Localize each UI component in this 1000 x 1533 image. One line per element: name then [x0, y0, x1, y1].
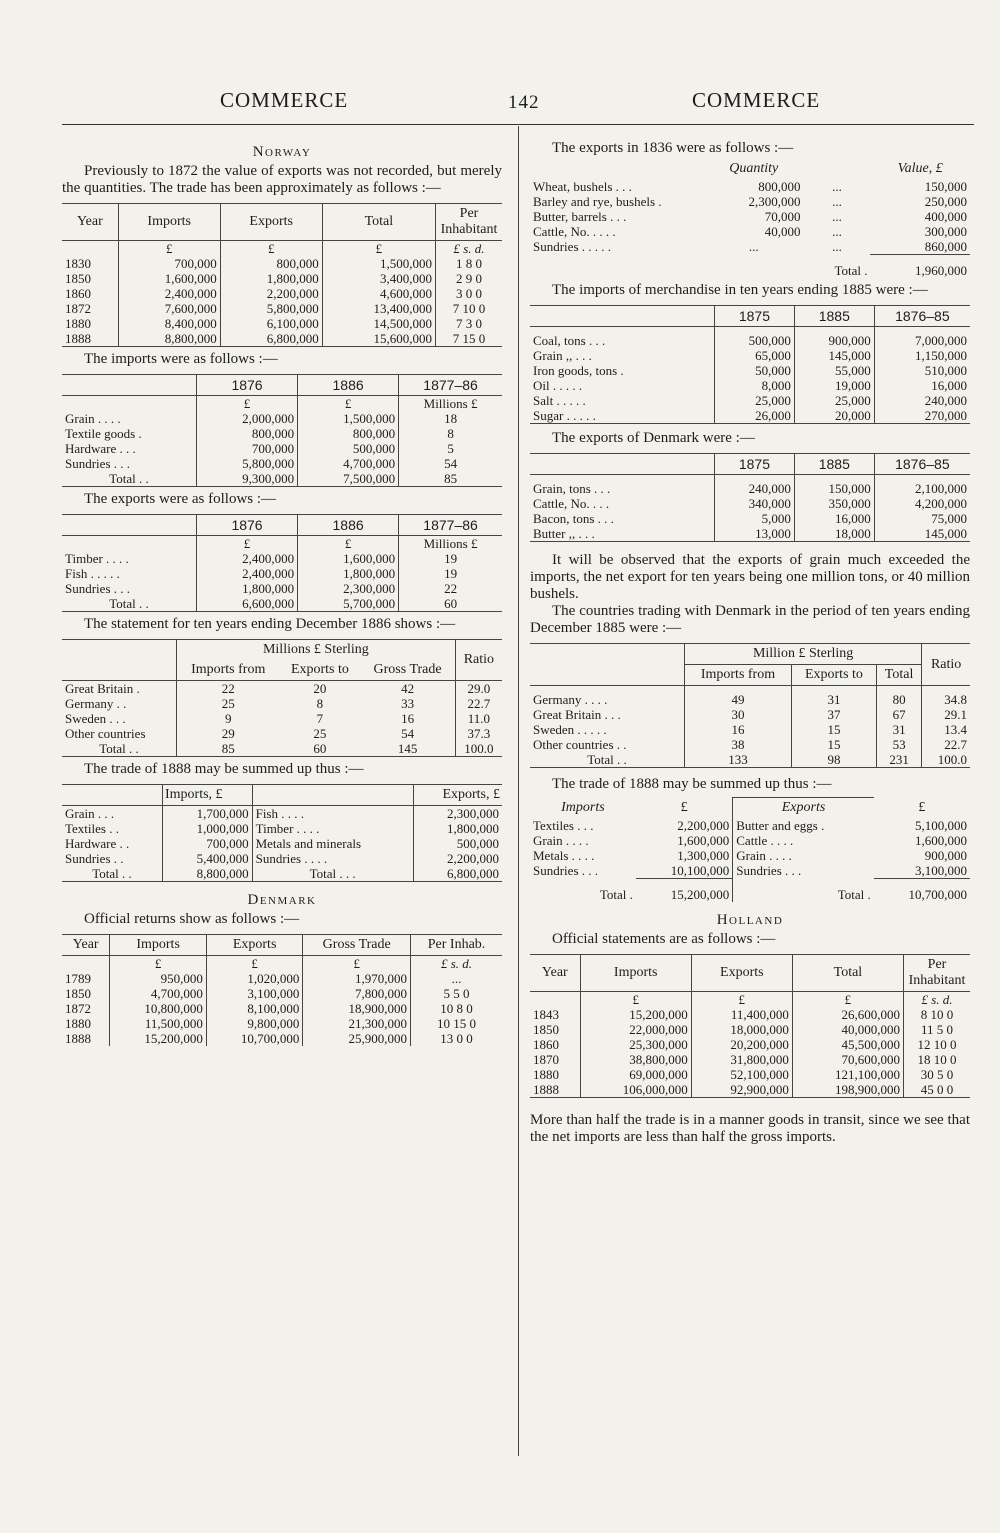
- table-row: Salt . . . . . 25,000 25,000 240,000: [530, 393, 970, 408]
- table-row: 1880 11,500,000 9,800,000 21,300,000 10 15 0: [62, 1016, 502, 1031]
- exports-1836-table: Quantity Value, £ Wheat, bushels . . . 800,000 ... 150,000 Barley and rye, bushels . 2,300,000 ... 250,000 Butter, barrels . . . 70,000 ... 400,000 Cattle, No. . . . . 40,000 ... 300,000 Sundries . . . . . ... ... 860,000 Total . 1,960,000: [530, 159, 970, 278]
- holland-heading: Holland: [716, 912, 784, 928]
- col-header: Total: [322, 204, 435, 241]
- norway-exports-table: 1876 1886 1877–86 £ £ Millions £ Timber . . . . 2,400,000 1,600,000 19 Fish . . . . . 2,400,000 1,800,000 19 Sundries . . . 1,800,000 2,300,000 22 Total . . 6,600,000 5,700,000 60: [62, 514, 502, 612]
- running-head-right: COMMERCE: [692, 88, 821, 112]
- denmark-trade-table: Year Imports Exports Gross Trade Per Inhab. £ £ £ £ s. d. 1789 950,000 1,020,000 1,970,000 ... 1850 4,700,000 3,100,000 7,800,000 5 5 0 1872 10,800,000 8,100,000 18,900,000 10 8 0 1880 11,500,000 9,800,000 21,300,000 10 15 0 1888 15,200,000 10,700,000 25,900,000 13 0 0: [62, 934, 502, 1046]
- table-row: Cattle, No. . . . 340,000 350,000 4,200,000: [530, 496, 970, 511]
- table-row: Butter, barrels . . . 70,000 ... 400,000: [533, 209, 967, 224]
- table-row: 1843 15,200,000 11,400,000 26,600,000 8 10 0: [530, 1007, 970, 1022]
- norway-trade-table: [62, 203, 502, 347]
- unit-label: £: [322, 241, 435, 257]
- table-row: Iron goods, tons . 50,000 55,000 510,000: [530, 363, 970, 378]
- denmark-intro: Official returns show as follows :—: [84, 911, 300, 927]
- trade-1888-intro-right: The trade of 1888 may be summed up thus :—: [552, 776, 832, 792]
- table-row: Oil . . . . . 8,000 19,000 16,000: [530, 378, 970, 393]
- table-row: Sweden . . . 9 7 16 11.0: [62, 711, 502, 726]
- denmark-1888-table: Imports £ Exports £ Textiles . . . 2,200,000 Butter and eggs . 5,100,000 Grain . . . . 1,600,000 Cattle . . . . 1,600,000 Metals . . . . 1,300,000 Grain . . . . 900,000 Sundries . . . 10,100,000 Sundries . . . 3,100,000 Total . 15,200,000 Total . 10,700,000: [530, 797, 970, 902]
- table-row: Other countries 29 25 54 37.3: [62, 726, 502, 741]
- total-row: Total . 1,960,000: [834, 262, 967, 278]
- col-header: Imports: [118, 204, 220, 241]
- table-row: Sundries . . . 1,800,000 2,300,000 22: [62, 581, 502, 596]
- total-row: Total . . 9,300,000 7,500,000 85: [62, 471, 502, 487]
- holland-closing: More than half the trade is in a manner goods in transit, since we see that the net imports are less than half the gross imports.: [530, 1112, 970, 1145]
- table-row: Sundries . . . . . ... ... 860,000: [530, 239, 970, 255]
- total-row: Total . . 133 98 231 100.0: [530, 752, 970, 768]
- table-row: Sundries . . . 5,800,000 4,700,000 54: [62, 456, 502, 471]
- col-header: Exports: [220, 204, 322, 241]
- table-row: Sugar . . . . . 26,000 20,000 270,000: [530, 408, 970, 424]
- total-row: Total . . 6,600,000 5,700,000 60: [62, 596, 502, 612]
- denmark-heading: Denmark: [247, 892, 317, 908]
- table-row: Textiles . . 1,000,000 Timber . . . . 1,800,000: [62, 821, 502, 836]
- table-row: 1870 38,800,000 31,800,000 70,600,000 18 10 0: [530, 1052, 970, 1067]
- table-row: Fish . . . . . 2,400,000 1,800,000 19: [62, 566, 502, 581]
- page-number: 142: [508, 92, 540, 113]
- table-row: 1850 4,700,000 3,100,000 7,800,000 5 5 0: [62, 986, 502, 1001]
- denmark-countries-table: Million £ Sterling Ratio Imports from Exports to Total Germany . . . . 49 31 80 34.8 Great Britain . . . 30 37 67 29.1 Sweden . . . . . 16 15 31 13.4 Other countries . . 38 15 53 22.7 Total . . 133 98 231 100.0: [530, 643, 970, 768]
- table-row: Textile goods . 800,000 800,000 8: [62, 426, 502, 441]
- exports-denmark-intro: The exports of Denmark were :—: [552, 430, 755, 446]
- right-column: [530, 140, 970, 1146]
- countries-intro: The countries trading with Denmark in the period of ten years ending December 1885 were :—: [530, 603, 970, 636]
- norway-intro: Previously to 1872 the value of exports was not recorded, but merely the quantities. The trade has been approximately as follows :—: [62, 163, 502, 196]
- table-row: 1860 2,400,000 2,200,000 4,600,000 3 0 0: [62, 286, 502, 301]
- table-row: Coal, tons . . . 500,000 900,000 7,000,000: [530, 333, 970, 348]
- total-row: Total . . 8,800,000 Total . . . 6,800,000: [62, 866, 502, 882]
- unit-label: £: [220, 241, 322, 257]
- unit-label: £: [118, 241, 220, 257]
- trade-1888-intro: The trade of 1888 may be summed up thus :—: [84, 761, 364, 777]
- imports-1885-intro: The imports of merchandise in ten years ending 1885 were :—: [552, 282, 928, 298]
- table-row: 1880 69,000,000 52,100,000 121,100,000 30 5 0: [530, 1067, 970, 1082]
- observation-paragraph: It will be observed that the exports of grain much exceeded the imports, the net export for ten years being one million tons, or 40 million bushels.: [530, 552, 970, 602]
- table-row: 1888 8,800,000 6,800,000 15,600,000 7 15 0: [62, 331, 502, 347]
- column-divider: [518, 126, 519, 1456]
- table-row: Metals . . . . 1,300,000 Grain . . . . 900,000: [533, 848, 967, 863]
- running-head-left: COMMERCE: [220, 88, 349, 112]
- table-row: Butter ,, . . . 13,000 18,000 145,000: [530, 526, 970, 542]
- table-row: 1850 22,000,000 18,000,000 40,000,000 11 5 0: [530, 1022, 970, 1037]
- table-row: 1872 7,600,000 5,800,000 13,400,000 7 10 0: [62, 301, 502, 316]
- norway-1888-table: Imports, £ Exports, £ Grain . . . 1,700,000 Fish . . . . 2,300,000 Textiles . . 1,000,000 Timber . . . . 1,800,000 Hardware . . 700,000 Metals and minerals 500,000 Sundries . . 5,400,000 Sundries . . . . 2,200,000 Total . . 8,800,000 Total . . . 6,800,000: [62, 784, 502, 882]
- table-row: Textiles . . . 2,200,000 Butter and eggs . 5,100,000: [533, 818, 967, 833]
- table-row: 1872 10,800,000 8,100,000 18,900,000 10 8 0: [62, 1001, 502, 1016]
- table-row: Grain ,, . . . 65,000 145,000 1,150,000: [530, 348, 970, 363]
- norway-heading: Norway: [252, 144, 312, 160]
- col-header: Year: [62, 204, 118, 241]
- left-column: [62, 140, 502, 1050]
- table-row: Grain, tons . . . 240,000 150,000 2,100,000: [530, 481, 970, 496]
- holland-trade-table: Year Imports Exports Total Per Inhabitant £ £ £ £ s. d. 1843 15,200,000 11,400,000 26,600,000 8 10 0 1850 22,000,000 18,000,000 40,000,000 11 5 0 1860 25,300,000 20,200,000 45,500,000 12 10 0 1870 38,800,000 31,800,000 70,600,000 18 10 0 1880 69,000,000 52,100,000 121,100,000 30 5 0 1888 106,000,000 92,900,000 198,900,000 45 0 0: [530, 954, 970, 1098]
- norway-imports-table: 1876 1886 1877–86 £ £ Millions £ Grain . . . . 2,000,000 1,500,000 18 Textile goods . 800,000 800,000 8 Hardware . . . 700,000 500,000 5 Sundries . . . 5,800,000 4,700,000 54 Total . . 9,300,000 7,500,000 85: [62, 374, 502, 487]
- table-row: 1880 8,400,000 6,100,000 14,500,000 7 3 0: [62, 316, 502, 331]
- table-row: Other countries . . 38 15 53 22.7: [530, 737, 970, 752]
- total-row: Total . . 85 60 145 100.0: [62, 741, 502, 757]
- table-row: Germany . . . . 49 31 80 34.8: [530, 692, 970, 707]
- table-row: Hardware . . 700,000 Metals and minerals 500,000: [62, 836, 502, 851]
- table-row: 1888 106,000,000 92,900,000 198,900,000 45 0 0: [530, 1082, 970, 1098]
- table-row: Timber . . . . 2,400,000 1,600,000 19: [62, 551, 502, 566]
- total-row: Total . 15,200,000 Total . 10,700,000: [530, 879, 970, 903]
- imports-intro: The imports were as follows :—: [84, 351, 278, 367]
- exports-intro: The exports were as follows :—: [84, 491, 277, 507]
- table-row: 1830 700,000 800,000 1,500,000 1 8 0: [62, 256, 502, 271]
- norway-statement-table: Millions £ Sterling Ratio Imports from Exports to Gross Trade Great Britain . 22 20 42 29.0 Germany . . 25 8 33 22.7 Sweden . . . 9 7 16 11.0 Other countries 29 25 54 37.3 Total . . 85 60 145 100.0: [62, 639, 502, 757]
- table-row: Sundries . . . 10,100,000 Sundries . . . 3,100,000: [530, 863, 970, 879]
- col-header: Per Inhabitant: [436, 204, 503, 241]
- unit-label: £ s. d.: [436, 241, 503, 257]
- table-row: Great Britain . . . 30 37 67 29.1: [530, 707, 970, 722]
- table-row: Hardware . . . 700,000 500,000 5: [62, 441, 502, 456]
- header-rule: [62, 124, 974, 125]
- table-row: Cattle, No. . . . . 40,000 ... 300,000: [533, 224, 967, 239]
- denmark-exports-table: 1875 1885 1876–85 Grain, tons . . . 240,000 150,000 2,100,000 Cattle, No. . . . 340,000 350,000 4,200,000 Bacon, tons . . . 5,000 16,000 75,000 Butter ,, . . . 13,000 18,000 145,000: [530, 453, 970, 542]
- table-row: 1789 950,000 1,020,000 1,970,000 ...: [62, 971, 502, 986]
- table-row: Sundries . . 5,400,000 Sundries . . . . 2,200,000: [62, 851, 502, 866]
- table-row: Grain . . . 1,700,000 Fish . . . . 2,300,000: [62, 806, 502, 822]
- table-row: Barley and rye, bushels . 2,300,000 ... 250,000: [533, 194, 967, 209]
- table-row: Great Britain . 22 20 42 29.0: [62, 681, 502, 697]
- exports-1836-intro: The exports in 1836 were as follows :—: [552, 140, 794, 156]
- holland-intro: Official statements are as follows :—: [552, 931, 776, 947]
- table-row: Germany . . 25 8 33 22.7: [62, 696, 502, 711]
- denmark-imports-table: 1875 1885 1876–85 Coal, tons . . . 500,000 900,000 7,000,000 Grain ,, . . . 65,000 145,000 1,150,000 Iron goods, tons . 50,000 55,000 510,000 Oil . . . . . 8,000 19,000 16,000 Salt . . . . . 25,000 25,000 240,000 Sugar . . . . . 26,000 20,000 270,000: [530, 305, 970, 424]
- table-row: Wheat, bushels . . . 800,000 ... 150,000: [533, 179, 967, 194]
- table-row: 1860 25,300,000 20,200,000 45,500,000 12 10 0: [530, 1037, 970, 1052]
- table-row: Grain . . . . 2,000,000 1,500,000 18: [62, 411, 502, 426]
- table-row: 1888 15,200,000 10,700,000 25,900,000 13 0 0: [62, 1031, 502, 1046]
- table-row: 1850 1,600,000 1,800,000 3,400,000 2 9 0: [62, 271, 502, 286]
- statement-intro: The statement for ten years ending December 1886 shows :—: [84, 616, 456, 632]
- table-row: Grain . . . . 1,600,000 Cattle . . . . 1,600,000: [533, 833, 967, 848]
- page-header: [62, 88, 974, 120]
- table-row: Sweden . . . . . 16 15 31 13.4: [530, 722, 970, 737]
- table-row: Bacon, tons . . . 5,000 16,000 75,000: [530, 511, 970, 526]
